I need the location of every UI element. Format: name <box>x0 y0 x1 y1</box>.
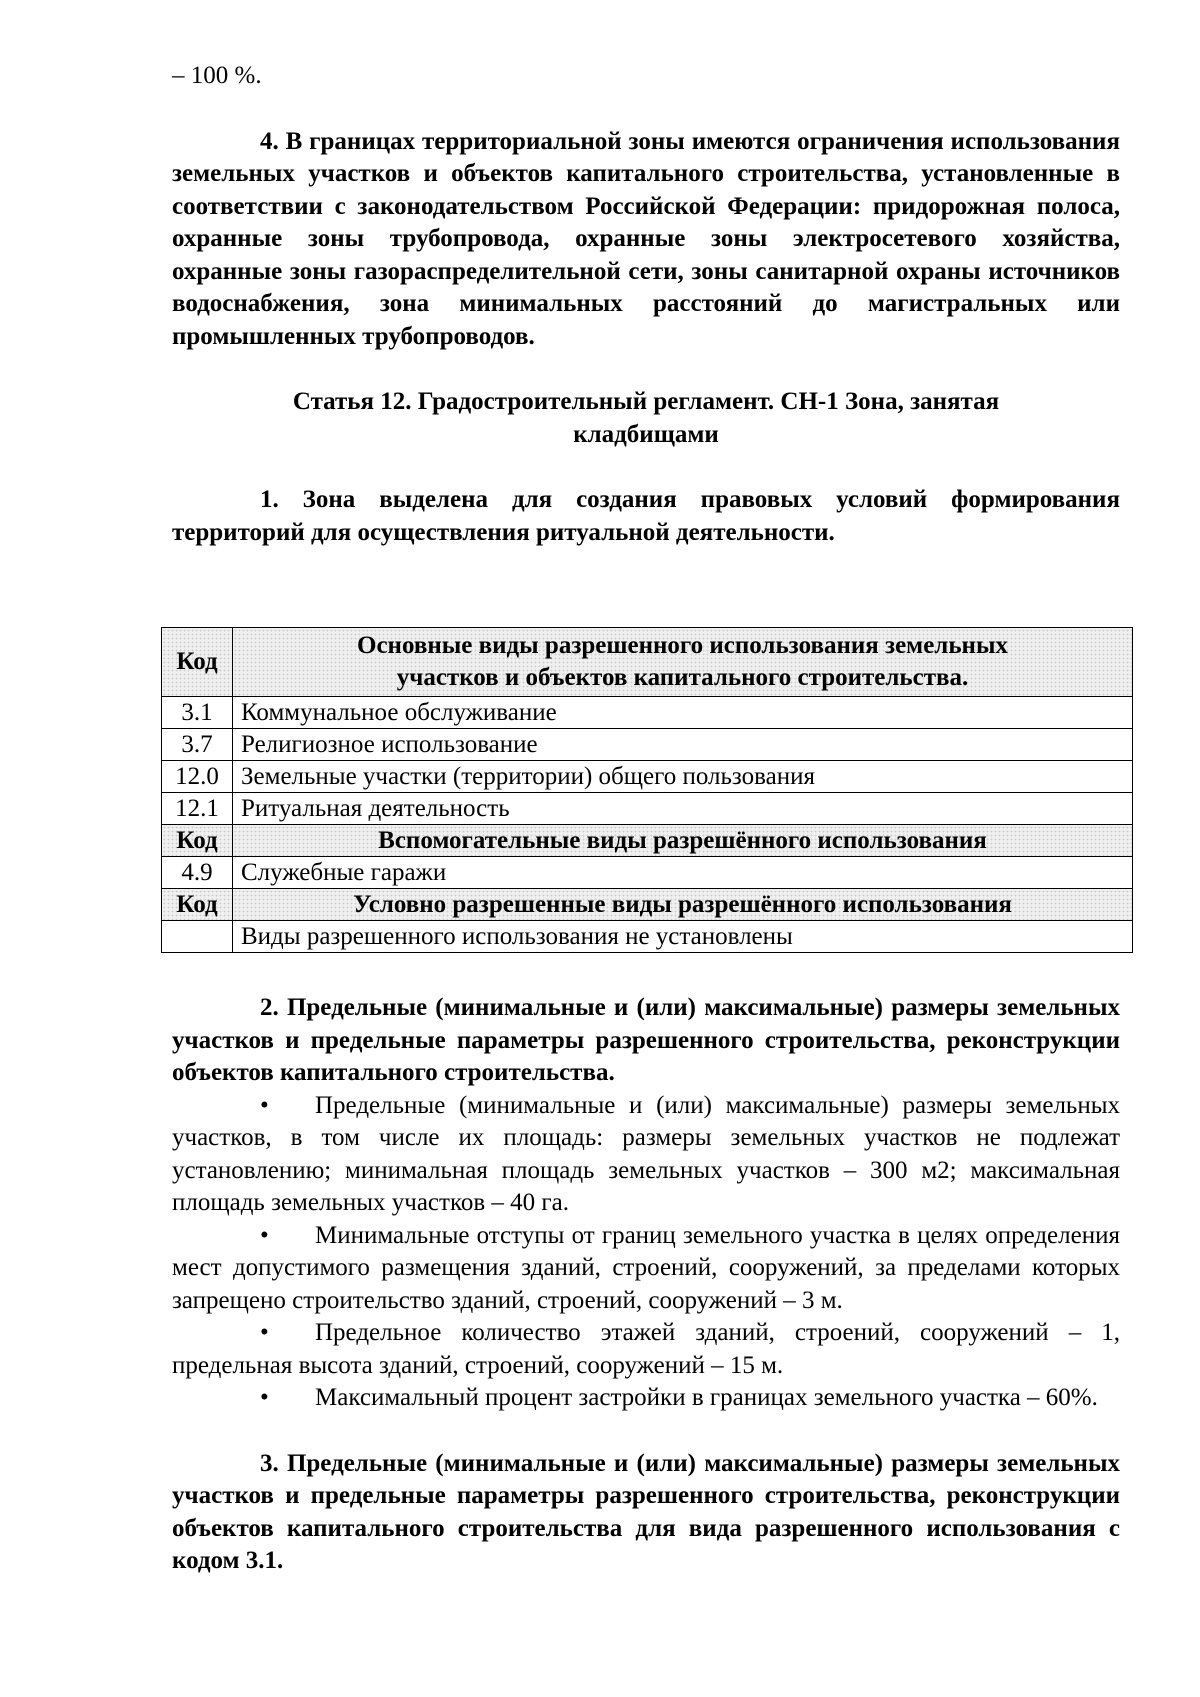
bullet-marker: • <box>260 1319 269 1346</box>
row-name: Служебные гаражи <box>233 857 1133 889</box>
document-body <box>172 60 1120 549</box>
row-name: Ритуальная деятельность <box>233 793 1133 825</box>
main-uses-header-line-1: Основные виды разрешенного использования земельных <box>357 632 1008 659</box>
bullet-item <box>172 1382 1120 1415</box>
bullet-text: Предельное количество этажей зданий, строений, сооружений – 1, предельная высота зданий, строений, сооружений – 15 м. <box>172 1319 1120 1379</box>
top-line: – 100 %. <box>172 62 262 89</box>
article-title-line-2: кладбищами <box>573 420 719 448</box>
article-title-line-1: Статья 12. Градостроительный регламент. СН-1 Зона, занятая <box>292 388 1000 415</box>
row-code: 12.1 <box>162 793 233 825</box>
code-header: Код <box>162 889 233 921</box>
row-code: 12.0 <box>162 761 233 793</box>
table-row <box>162 729 1133 761</box>
bullet-marker: • <box>260 1091 269 1119</box>
row-code: 4.9 <box>162 857 233 889</box>
bullet-text: Предельные (минимальные и (или) максимальные) размеры земельных участков, в том числе их площадь: размеры земельных участков не подлежат установлению; минимальная площадь земельных участков – 300 м2; максимальная площадь земельных участков – 40 га. <box>172 1091 1120 1216</box>
aux-uses-header: Вспомогательные виды разрешённого использования <box>233 825 1133 857</box>
code-header: Код <box>162 825 233 857</box>
article-title <box>172 386 1120 451</box>
row-name: Религиозное использование <box>233 729 1133 761</box>
table-row <box>162 921 1133 953</box>
land-use-table <box>161 627 1133 953</box>
row-code <box>162 921 233 953</box>
bullet-text: Минимальные отступы от границ земельного участка в целях определения мест допустимого размещения зданий, строений, сооружений, за пределами которых запрещено строительство зданий, строений, сооружений – 3 м. <box>172 1221 1120 1314</box>
paragraph-2-heading: 2. Предельные (минимальные и (или) максимальные) размеры земельных участков и предельные параметры разрешенного строительства, реконструкции объектов капитального строительства. <box>172 994 1120 1086</box>
row-name: Виды разрешенного использования не установлены <box>233 921 1133 953</box>
section-4-paragraph: 4. В границах территориальной зоны имеются ограничения использования земельных участков и объектов капитального строительства, установленные в соответствии с законодательством Российской Федерации: придорожная полоса, охранные зоны трубопровода, охранные зоны электросетевого хозяйства, охранные зоны газораспределительной сети, зоны санитарной охраны источников водоснабжения, зона минимальных расстояний до магистральных или промышленных трубопроводов. <box>172 127 1120 350</box>
bullet-text: Максимальный процент застройки в границах земельного участка – 60%. <box>315 1384 1098 1411</box>
row-name: Земельные участки (территории) общего пользования <box>233 761 1133 793</box>
table-row <box>162 761 1133 793</box>
aux-uses-header-row <box>162 825 1133 857</box>
table-row <box>162 857 1133 889</box>
code-header: Код <box>162 628 233 697</box>
bullet-item <box>172 1317 1120 1382</box>
document-body-continued <box>172 992 1120 1578</box>
conditional-uses-header: Условно разрешенные виды разрешённого использования <box>233 889 1133 921</box>
table-row <box>162 793 1133 825</box>
bullet-marker: • <box>260 1221 269 1249</box>
main-uses-header <box>233 628 1133 697</box>
row-code: 3.7 <box>162 729 233 761</box>
row-name: Коммунальное обслуживание <box>233 697 1133 729</box>
paragraph-3-heading: 3. Предельные (минимальные и (или) максимальные) размеры земельных участков и предельные параметры разрешенного строительства, реконструкции объектов капитального строительства для вида разрешенного использования с кодом 3.1. <box>172 1449 1120 1574</box>
main-uses-header-row <box>162 628 1133 697</box>
bullet-marker: • <box>260 1384 269 1411</box>
main-uses-header-line-2: участков и объектов капитального строительства. <box>396 664 969 691</box>
row-code: 3.1 <box>162 697 233 729</box>
table-row <box>162 697 1133 729</box>
conditional-uses-header-row <box>162 889 1133 921</box>
bullet-item <box>172 1220 1120 1318</box>
bullet-item <box>172 1090 1120 1220</box>
paragraph-1: 1. Зона выделена для создания правовых условий формирования территорий для осуществления ритуальной деятельности. <box>172 486 1120 546</box>
